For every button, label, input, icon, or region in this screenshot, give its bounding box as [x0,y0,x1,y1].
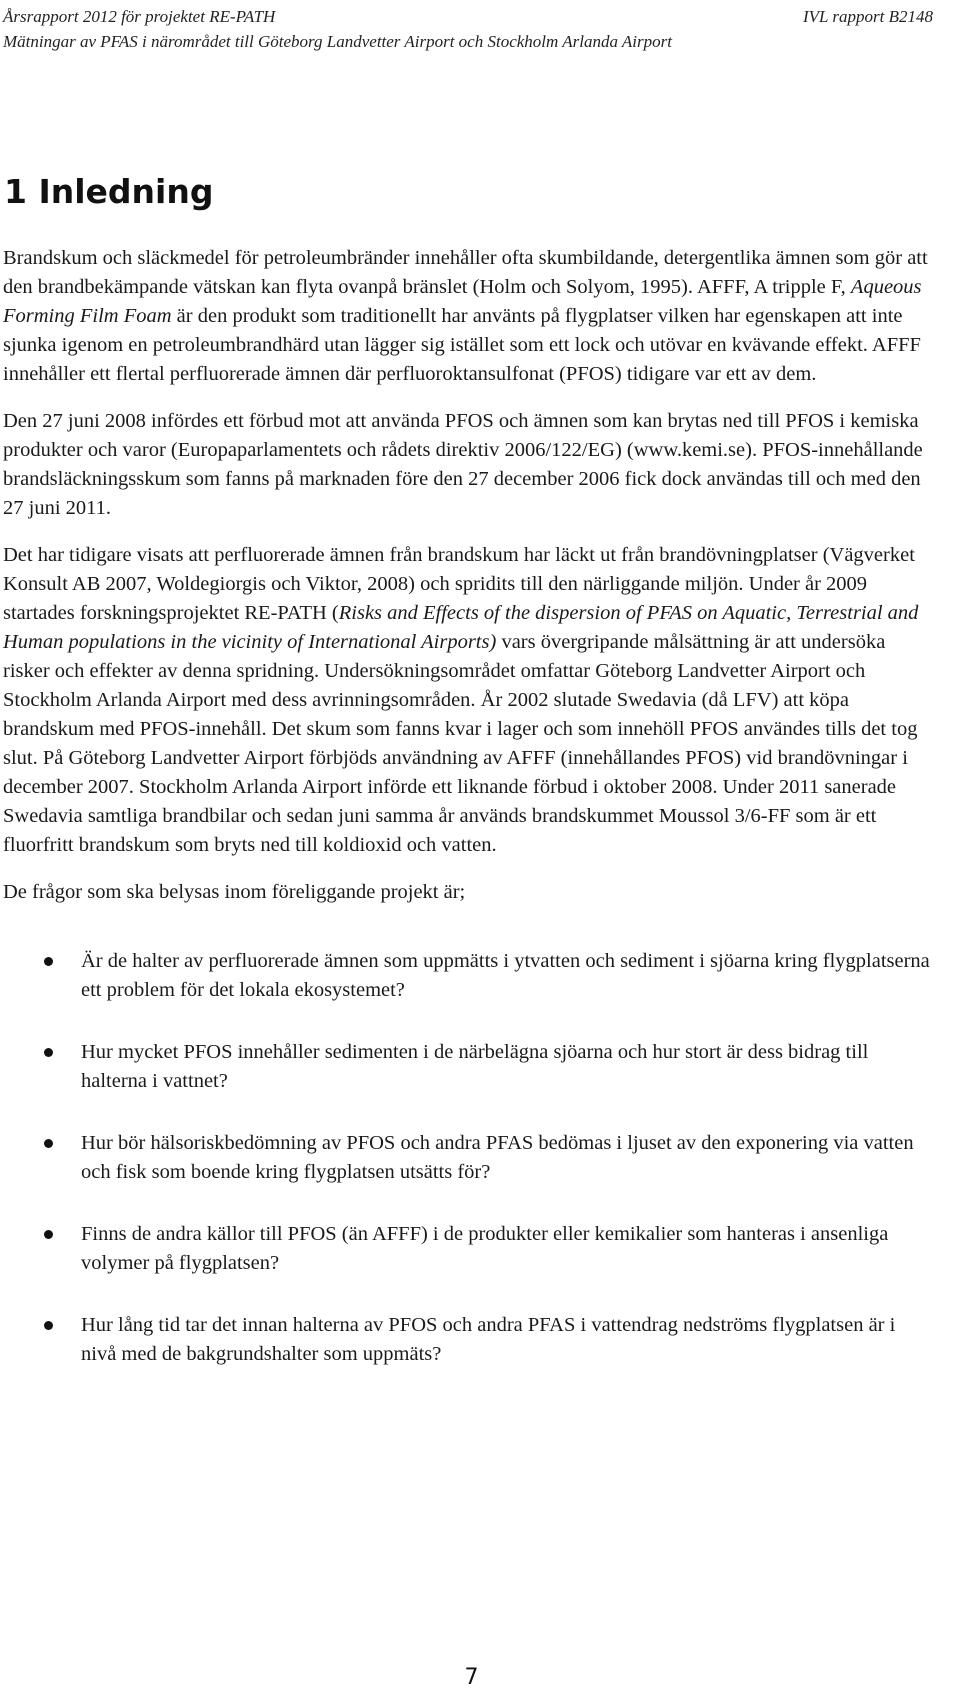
paragraph-1-italic: Aqueous Forming Film Foam [3,276,922,327]
list-item [3,1220,935,1278]
running-header [3,4,933,54]
running-header-line-1 [3,4,933,29]
list-item-text: Hur bör hälsoriskbedömning av PFOS och andra PFAS bedömas i ljuset av den exponering via vatten och fisk som boende kring flygplatsen utsätts för? [81,1132,914,1183]
report-number: IVL rapport B2148 [802,7,933,26]
paragraph-3 [3,541,935,860]
list-item [3,1311,935,1369]
list-item-text: Hur lång tid tar det innan halterna av PFOS och andra PFAS i vattendrag nedströms flygplatsen är i nivå med de bakgrundshalter som uppmäts? [81,1314,896,1365]
report-title: Årsrapport 2012 för projektet RE-PATH [3,7,276,26]
list-item-text: Är de halter av perfluorerade ämnen som uppmätts i ytvatten och sediment i sjöarna kring flygplatserna ett problem för det lokala ekosystemet? [81,950,930,1001]
paragraph-3-text-a: Det har tidigare visats att perfluorerade ämnen från brandskum har läckt ut från brandövningplatser (Vägverket Konsult AB 2007, Woldegiorgis och Viktor, 2008) och spridits till den närliggande miljön. Under år 2009 startades forskningsprojektet RE-PATH ( [3,544,915,624]
bullet-icon [44,957,53,966]
page-number: 7 [464,1665,479,1690]
bullet-icon [44,1139,53,1148]
bullet-icon [44,1048,53,1057]
list-item [3,1038,935,1096]
paragraph-1-text-a: Brandskum och släckmedel för petroleumbränder innehåller ofta skumbildande, detergentlika ämnen som gör att den brandbekämpande vätskan kan flyta ovanpå bränslet (Holm och Solyom, 1995). AFFF, A tripple F, [3,247,928,298]
bullet-icon [44,1230,53,1239]
report-subtitle: Mätningar av PFAS i närområdet till Göteborg Landvetter Airport och Stockholm Arlanda Airport [3,32,672,51]
paragraph-2: Den 27 juni 2008 infördes ett förbud mot att använda PFOS och ämnen som kan brytas ned till PFOS i kemiska produkter och varor (Europaparlamentets och rådets direktiv 2006/122/EG) (www.kemi.se). PFOS-innehållande brandsläckningsskum som fanns på marknaden före den 27 december 2006 fick dock användas till och med den 27 juni 2011. [3,410,923,519]
list-item-text: Finns de andra källor till PFOS (än AFFF) i de produkter eller kemikalier som hanteras i ansenliga volymer på flygplatsen? [81,1223,889,1274]
paragraph-1 [3,244,935,389]
chapter-heading: 1 Inledning [4,172,214,211]
paragraph-4: De frågor som ska belysas inom föreliggande projekt är; [3,881,466,903]
paragraph-3-italic: Risks and Effects of the dispersion of PFAS on Aquatic, Terrestrial and Human populations in the vicinity of International Airports) [3,602,919,653]
running-header-line-2 [3,29,933,54]
question-list [3,947,935,1369]
body-text [3,244,935,1402]
list-item-text: Hur mycket PFOS innehåller sedimenten i de närbelägna sjöarna och hur stort är dess bidrag till halterna i vattnet? [81,1041,869,1092]
paragraph-3-text-b: vars övergripande målsättning är att undersöka risker och effekter av denna spridning. Undersökningsområdet omfattar Göteborg Landvetter Airport och Stockholm Arlanda Airport med dess avrinningsområden. År 2002 slutade Swedavia (då LFV) att köpa brandskum med PFOS-innehåll. Det skum som fanns kvar i lager och som innehöll PFOS användes tills det tog slut. På Göteborg Landvetter Airport förbjöds användning av AFFF (innehållandes PFOS) vid brandövningar i december 2007. Stockholm Arlanda Airport införde ett liknande förbud i oktober 2008. Under 2011 sanerade Swedavia samtliga brandbilar och sedan juni samma år används brandskummet Moussol 3/6-FF som är ett fluorfritt brandskum som bryts ned till koldioxid och vatten. [3,631,918,856]
paragraph-1-text-b: är den produkt som traditionellt har använts på flygplatser vilken har egenskapen att inte sjunka igenom en petroleumbrandhärd utan lägger sig istället som ett lock och utövar en kvävande effekt. AFFF innehåller ett flertal perfluorerade ämnen där perfluoroktansulfonat (PFOS) tidigare var ett av dem. [3,305,921,385]
list-item [3,947,935,1005]
bullet-icon [44,1321,53,1330]
list-item [3,1129,935,1187]
